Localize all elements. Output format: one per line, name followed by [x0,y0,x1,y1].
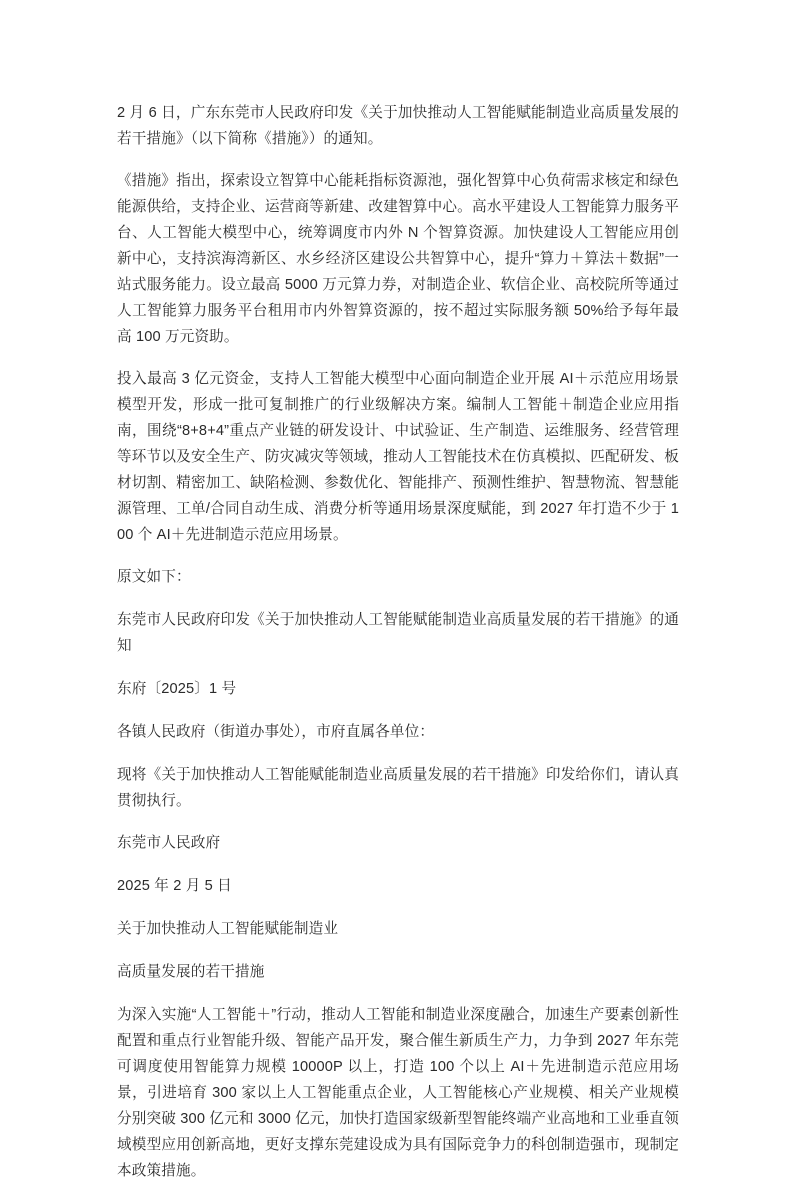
paragraph-issuing-authority: 东莞市人民政府 [117,835,221,851]
paragraph-addressees: 各镇人民政府（街道办事处），市府直属各单位： [117,724,435,740]
paragraph-measures-overview: 《措施》指出，探索设立智算中心能耗指标资源池，强化智算中心负荷需求核定和绿色能源供给，支持企业、运营商等新建、改建智算中心。高水平建设人工智能算力服务平台、人工智能大模型中心，统筹调度市内外 N 个智算资源。加快建设人工智能应用创新中心，支持滨海湾新区、水乡经济区建设公共智算中心，提升“算力＋算法＋数据”一站式服务能力。设立最高 5000 万元算力券，对制造企业、软信企业、高校院所等通过人工智能算力服务平台租用市内外智算资源的，按不超过实际服务额 50%给予每年最高 100 万元资助。 [117,173,679,345]
document-body [117,100,679,1184]
paragraph-policy-goals: 为深入实施“人工智能＋”行动，推动人工智能和制造业深度融合，加速生产要素创新性配置和重点行业智能升级、智能产品开发，聚合催生新质生产力，力争到 2027 年东莞可调度使用智能算力规模 10000P 以上，打造 100 个以上 AI＋先进制造示范应用场景，引进培育 300 家以上人工智能重点企业，人工智能核心产业规模、相关产业规模分别突破 300 亿元和 3000 亿元，加快打造国家级新型智能终端产业高地和工业垂直领域模型应用创新高地，更好支撑东莞建设成为具有国际竞争力的科创制造强市，现制定本政策措施。 [117,1007,679,1179]
paragraph-policy-title-line-2: 高质量发展的若干措施 [117,964,265,980]
paragraph-document-number: 东府〔2025〕1 号 [117,681,237,697]
paragraph-lead: 2 月 6 日，广东东莞市人民政府印发《关于加快推动人工智能赋能制造业高质量发展的若干措施》（以下简称《措施》）的通知。 [117,105,679,147]
paragraph-policy-title-line-1: 关于加快推动人工智能赋能制造业 [117,921,339,937]
paragraph-funding: 投入最高 3 亿元资金，支持人工智能大模型中心面向制造企业开展 AI＋示范应用场景模型开发，形成一批可复制推广的行业级解决方案。编制人工智能＋制造企业应用指南，围绕“8+8+4”重点产业链的研发设计、中试验证、生产制造、运维服务、经营管理等环节以及安全生产、防灾减灾等领域，推动人工智能技术在仿真模拟、匹配研发、板材切割、精密加工、缺陷检测、参数优化、智能排产、预测性维护、智慧物流、智慧能源管理、工单/合同自动生成、消费分析等通用场景深度赋能，到 2027 年打造不少于 100 个 AI＋先进制造示范应用场景。 [117,371,679,543]
paragraph-issue-date: 2025 年 2 月 5 日 [117,878,232,894]
paragraph-issuance-statement: 现将《关于加快推动人工智能赋能制造业高质量发展的若干措施》印发给你们，请认真贯彻执行。 [117,767,679,809]
paragraph-notice-title: 东莞市人民政府印发《关于加快推动人工智能赋能制造业高质量发展的若干措施》的通知 [117,612,679,654]
paragraph-original-text-label: 原文如下： [117,569,191,585]
